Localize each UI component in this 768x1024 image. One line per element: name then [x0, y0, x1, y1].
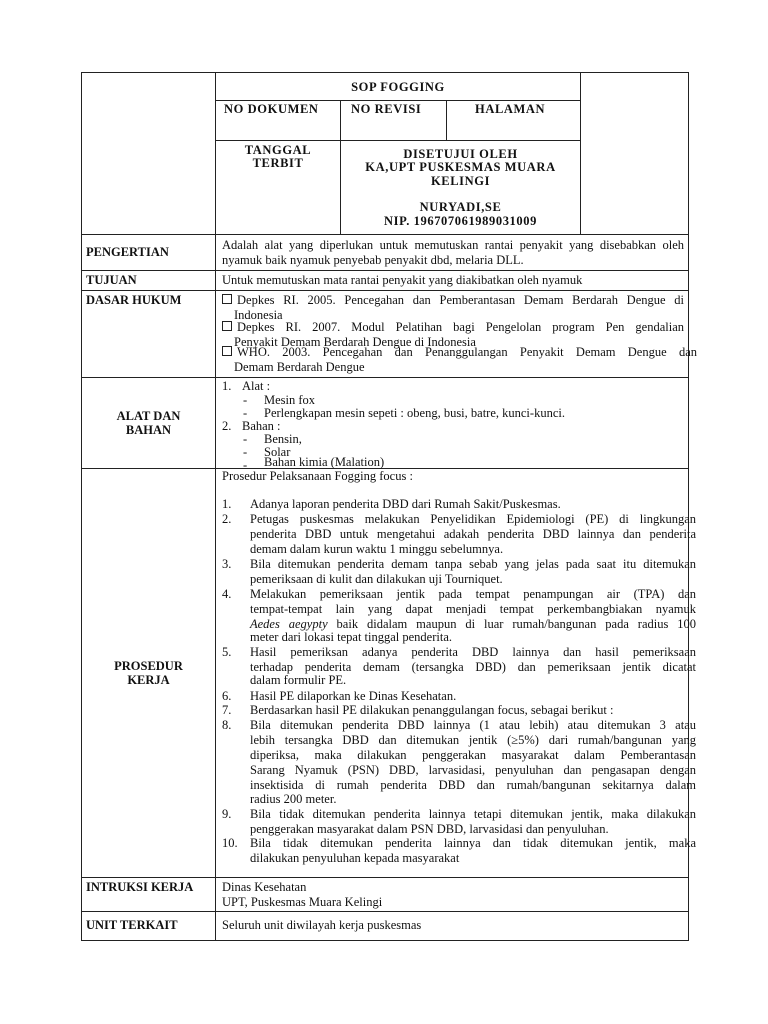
checkbox-icon: [222, 294, 232, 304]
intruksi-line1: Dinas Kesehatan: [222, 880, 307, 894]
step-text: Berdasarkan hasil PE dilakukan penanggulangan focus, sebagai berikut :: [250, 703, 614, 717]
prosedur-intro: Prosedur Pelaksanaan Fogging focus :: [222, 469, 413, 483]
disetujui-label: DISETUJUI OLEH: [403, 147, 518, 161]
no-dokumen-label: NO DOKUMEN: [224, 102, 319, 116]
step-text: penderita DBD untuk mengetahui adakah penderita DBD lainnya dan penderita: [250, 527, 696, 541]
step-number: 3.: [222, 557, 232, 571]
step-text: Melakukan pemeriksaan jentik pada tempat penampungan air (TPA) dan: [250, 587, 696, 601]
step-text-rest: baik didalam maupun di luar rumah/bangunan pada radius 100: [327, 617, 696, 631]
checkbox-icon: [222, 346, 232, 356]
step-text: Bila ditemukan penderita DBD lainnya (1 atau lebih) atau ditemukan 3 atau: [250, 718, 696, 732]
pengertian-text-line2: nyamuk baik nyamuk penyebab penyakit dbd, melaria DLL.: [222, 253, 524, 267]
species-name: Aedes aegypty: [250, 617, 328, 631]
terbit-label: TERBIT: [252, 156, 304, 170]
step-text: Bila ditemukan penderita demam tanpa sebab yang jelas pada saat itu ditemukan: [250, 557, 696, 571]
bullet-dash: -: [243, 406, 248, 420]
step-text: Bila tidak ditemukan penderita lainnya tetapi ditemukan jentik, maka dilakukan: [250, 807, 696, 821]
prosedur-label-1: PROSEDUR: [114, 659, 183, 673]
bahan-heading: Bahan :: [242, 419, 281, 433]
step-text: Sarang Nyamuk (PSN) DBD, larvasidasi, penyuluhan dan pengasapan dengan: [250, 763, 696, 777]
step-text: insektisida di rumah penderita DBD dan rumah/bangunan sekitarnya dalam: [250, 778, 696, 792]
alat-item: Mesin fox: [264, 393, 316, 407]
step-number: 10.: [222, 836, 238, 850]
tujuan-text: Untuk memutuskan mata rantai penyakit yang diakibatkan oleh nyamuk: [222, 273, 583, 287]
header-logo-cell: [81, 72, 216, 235]
unit-text: Seluruh unit diwilayah kerja puskesmas: [222, 918, 422, 932]
header-right-cell: [580, 72, 689, 235]
dasar-hukum-label: DASAR HUKUM: [86, 293, 182, 307]
step-text: diperiksa, maka dilakukan penggerakan masyarakat dalam Pemberantasan: [250, 748, 696, 762]
alat-number: 1.: [222, 379, 232, 393]
intruksi-line2: UPT, Puskesmas Muara Kelingi: [222, 895, 383, 909]
document-title: SOP FOGGING: [351, 80, 445, 94]
step-text: lebih tersangka DBD dan ditemukan jentik (≥5%) dari rumah/bangunan yang: [250, 733, 696, 747]
bullet-dash: -: [243, 432, 248, 446]
step-number: 4.: [222, 587, 232, 601]
dasar-hukum-text: Depkes RI. 2007. Modul Pelatihan bagi Pengelolan program Pen gendalian: [237, 320, 684, 334]
step-number: 5.: [222, 645, 232, 659]
no-revisi-label: NO REVISI: [351, 102, 422, 116]
step-number: 8.: [222, 718, 232, 732]
intruksi-label: INTRUKSI KERJA: [86, 880, 194, 894]
dasar-hukum-text: WHO. 2003. Pencegahan dan Penanggulangan Penyakit Demam Dengue dan: [237, 345, 697, 359]
dasar-hukum-text-cont: Indonesia: [234, 307, 283, 322]
step-number: 7.: [222, 703, 232, 717]
bahan-item: Bahan kimia (Malation): [264, 455, 385, 469]
unit-label: UNIT TERKAIT: [86, 918, 178, 932]
ka-upt-label: KA,UPT PUSKESMAS MUARA: [365, 160, 556, 174]
alat-bahan-label-1: ALAT DAN: [116, 409, 181, 423]
dasar-hukum-text-cont: Penyakit Demam Berdarah Dengue di Indonesia: [234, 334, 476, 349]
tujuan-label: TUJUAN: [86, 273, 137, 287]
bullet-dash: -: [243, 458, 248, 472]
step-number: 2.: [222, 512, 232, 526]
step-text: radius 200 meter.: [250, 792, 337, 806]
alat-item: Perlengkapan mesin sepeti : obeng, busi, batre, kunci-kunci.: [264, 406, 565, 420]
alat-heading: Alat :: [242, 379, 271, 393]
tanggal-label: TANGGAL: [244, 143, 312, 157]
pengertian-text-line1: Adalah alat yang diperlukan untuk memutuskan rantai penyakit yang disebabkan oleh: [222, 238, 684, 252]
checkbox-icon: [222, 321, 232, 331]
step-text: Hasil pemeriksan adanya penderita DBD lainnya dan hasil pemeriksaan: [250, 645, 696, 659]
bahan-number: 2.: [222, 419, 232, 433]
step-text: terhadap penderita demam (tersangka DBD) dan pemeriksaan jentik dicatat: [250, 660, 696, 674]
step-number: 6.: [222, 689, 232, 703]
step-text: dilakukan penyuluhan kepada masyarakat: [250, 851, 460, 865]
step-number: 1.: [222, 497, 232, 511]
bahan-item: Solar: [264, 445, 291, 459]
step-text: dalam formulir PE.: [250, 673, 347, 687]
step-text: meter dari lokasi tepat tinggal penderita.: [250, 630, 453, 644]
dasar-hukum-text: Depkes RI. 2005. Pencegahan dan Pemberantasan Demam Berdarah Dengue di: [237, 293, 684, 307]
bullet-dash: -: [243, 445, 248, 459]
dasar-hukum-item: [222, 345, 697, 374]
kelingi-label: KELINGI: [430, 174, 491, 188]
step-text: Bila tidak ditemukan penderita lainnya dan tidak ditemukan jentik, maka: [250, 836, 696, 850]
step-text: Adanya laporan penderita DBD dari Rumah Sakit/Puskesmas.: [250, 497, 561, 511]
halaman-label: HALAMAN: [475, 102, 546, 116]
alat-bahan-label-2: BAHAN: [125, 423, 172, 437]
prosedur-label-2: KERJA: [127, 673, 170, 687]
approver-nip: NIP. 196707061989031009: [384, 214, 537, 228]
step-text: pemeriksaan di kulit dan dilakukan uji Tourniquet.: [250, 572, 503, 586]
approver-name: NURYADI,SE: [419, 200, 502, 214]
dasar-hukum-item: [222, 293, 684, 322]
pengertian-label: PENGERTIAN: [86, 245, 169, 259]
step-text: demam dalam kurun waktu 1 minggu sebelumnya.: [250, 542, 504, 556]
step-number: 9.: [222, 807, 232, 821]
step-text: tempat-tempat lain yang dapat menjadi tempat perkembangbiakan nyamuk: [250, 602, 696, 616]
step-text: Hasil PE dilaporkan ke Dinas Kesehatan.: [250, 689, 457, 703]
step-text: Petugas puskesmas melakukan Penyelidikan Epidemiologi (PE) di lingkungan: [250, 512, 696, 526]
step-text: penggerakan masyarakat dalam PSN DBD, larvasidasi dan penyuluhan.: [250, 822, 609, 836]
bullet-dash: -: [243, 393, 248, 407]
bahan-item: Bensin,: [264, 432, 302, 446]
dasar-hukum-text-cont: Demam Berdarah Dengue: [234, 359, 365, 374]
